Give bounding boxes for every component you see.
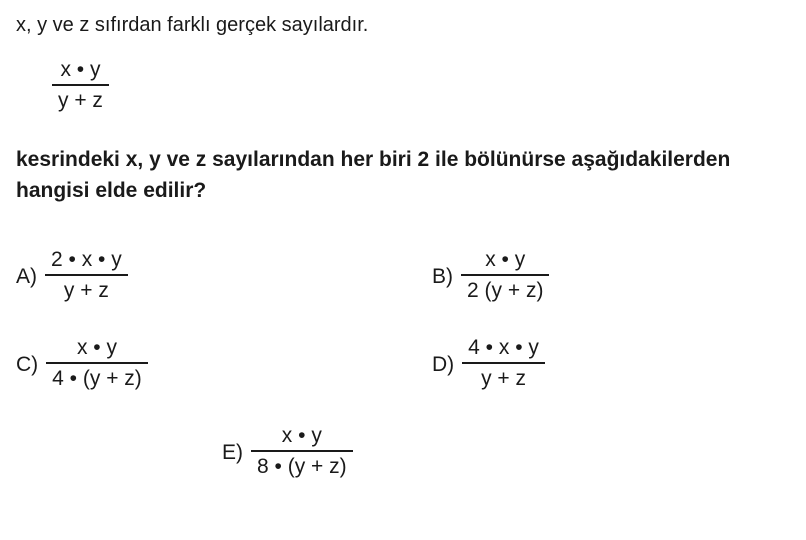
choice-a[interactable] (16, 248, 128, 303)
choice-c-denominator: 4 • (y + z) (46, 362, 148, 391)
fraction-numerator: x • y (60, 58, 101, 81)
choice-row-e (0, 424, 806, 512)
choice-a-letter: A) (16, 265, 37, 289)
choice-d-numerator: 4 • x • y (468, 336, 539, 359)
choice-e-denominator: 8 • (y + z) (251, 450, 353, 479)
choice-c[interactable] (16, 336, 148, 391)
choice-d-denominator: y + z (462, 362, 545, 391)
choice-a-numerator: 2 • x • y (51, 248, 122, 271)
choice-d-letter: D) (432, 353, 455, 377)
question-text: kesrindeki x, y ve z sayılarından her biri 2 ile bölünürse aşağıdakilerden hangisi elde edilir? (16, 148, 731, 202)
choice-a-fraction (45, 248, 128, 303)
choice-row-ab (0, 248, 806, 336)
choice-row-cd (0, 336, 806, 424)
fraction (52, 58, 109, 113)
choice-e-numerator: x • y (281, 424, 322, 447)
choice-d-fraction (462, 336, 545, 391)
choice-b-denominator: 2 (y + z) (461, 274, 549, 303)
intro-text: x, y ve z sıfırdan farklı gerçek sayılardır. (16, 14, 369, 36)
choice-b-fraction (461, 248, 549, 303)
choice-b-letter: B) (432, 265, 453, 289)
choice-b[interactable] (432, 248, 549, 303)
choice-d[interactable] (432, 336, 545, 391)
choice-e-letter: E) (222, 441, 243, 465)
choice-b-numerator: x • y (485, 248, 526, 271)
choice-e-fraction (251, 424, 353, 479)
choice-c-numerator: x • y (76, 336, 117, 359)
stem-fraction (52, 58, 109, 113)
fraction-denominator: y + z (52, 84, 109, 113)
choice-c-letter: C) (16, 353, 39, 377)
choice-e[interactable] (222, 424, 353, 479)
answer-choices (0, 248, 806, 512)
choice-c-fraction (46, 336, 148, 391)
choice-a-denominator: y + z (45, 274, 128, 303)
